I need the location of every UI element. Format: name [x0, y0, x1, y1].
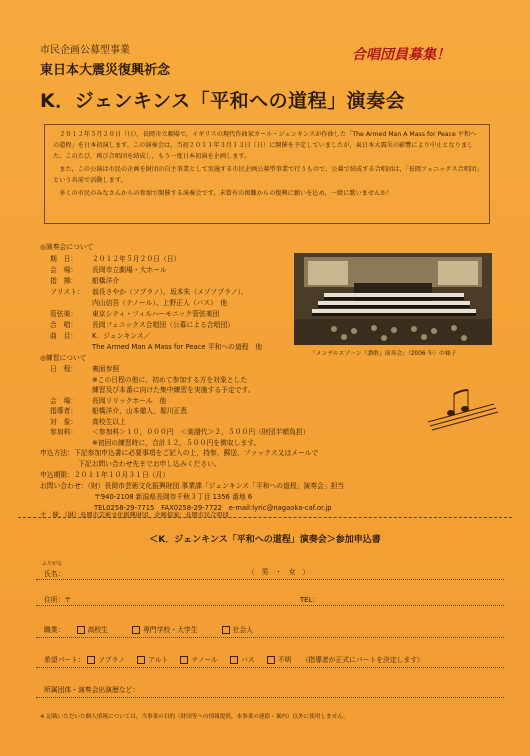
- concert-row-value: 内山信吾（テノール）、上野正人（バス） 他: [92, 299, 228, 307]
- page-title: K．ジェンキンス「平和への道程」演奏会: [40, 90, 406, 112]
- part-option-3[interactable]: テノール: [180, 656, 217, 664]
- music-notes-icon: [424, 382, 500, 434]
- practice-row-value: 練習及び本番に向けた集中練習を実施する予定です。: [92, 386, 255, 394]
- recruit-banner: 合唱団員募集！: [352, 47, 450, 63]
- checkbox[interactable]: [267, 656, 275, 664]
- concert-row-label: 会 場：: [50, 266, 78, 274]
- concert-row-value: K．ジェンキンス／: [92, 332, 151, 340]
- choir-photo: [294, 253, 492, 345]
- occupation-option-2[interactable]: 専門学校・大学生: [132, 626, 197, 634]
- address-field[interactable]: [36, 605, 504, 606]
- practice-row-label: 参加料：: [50, 428, 78, 436]
- concert-row-value: 翁長さやか（ソプラノ）、坂本朱（メゾソプラノ）、: [92, 288, 248, 296]
- concert-heading: ◎演奏会について: [40, 243, 94, 251]
- checkbox[interactable]: [132, 626, 140, 634]
- intro-box: [44, 124, 490, 224]
- group-label: 所属団体・演奏会出演歴など：: [44, 686, 140, 694]
- practice-row-value: 船橋洋介，山本徹人，堀川正恵: [92, 407, 188, 415]
- apply-deadline: [40, 469, 169, 479]
- concert-row-label: 期 日：: [50, 255, 78, 263]
- gender-options[interactable]: （ 男 ・ 女 ）: [248, 568, 310, 576]
- ruby-label: ふりがな: [42, 561, 63, 567]
- form-title: ＜K．ジェンキンス「平和への道程」演奏会＞参加申込書: [149, 535, 381, 545]
- intro-paragraph-2: また，この公演は市民の企画を財団の自主事業として実施する市民企画公募型事業で行うもので，公募で結成する合唱団は，「長岡フェニックス合唱団」という名前で活動します。: [53, 166, 480, 184]
- privacy-note: ※ 記載いただいた個人情報については，当事業の目的（財団等への情報提供，本事業の連絡・案内）以外に使用しません。: [40, 714, 349, 720]
- concert-row-value: 東京シティ・フィルハーモニック管弦楽団: [92, 310, 220, 318]
- event-subtitle: 東日本大震災復興祈念: [40, 63, 171, 78]
- intro-paragraph-1: ２０１２年５月２０日（日），長岡市立劇場で，イギリスの現代作曲家カール・ジェンキンスが作曲した「The Armed Man A Mass for Peace 平和への道程」を日本初演します。この演奏会は，当初２０１１年３月１３日（日）に開催を予定していましたが，東日本大震災の影響により中止となりました。このたび，再び合唱団を結成し，もう一度日本初演を企画します。: [53, 131, 477, 160]
- part-line: [36, 667, 504, 668]
- part-note: （指導者が正式にパートを決定します）: [301, 656, 424, 664]
- practice-row-value: ※この日程の他に，初めて参加する方を対象とした: [92, 375, 248, 384]
- concert-row-value: 船橋洋介: [92, 277, 120, 285]
- part-option-5[interactable]: 不明: [267, 656, 292, 664]
- part-option-4[interactable]: バス: [230, 656, 255, 664]
- part-option-2[interactable]: アルト: [137, 656, 168, 664]
- concert-row-label: 指 揮：: [50, 277, 78, 285]
- practice-row-value: 長岡リリックホール 他: [92, 396, 167, 405]
- name-field[interactable]: [36, 579, 504, 580]
- deadline-value: ２０１１年１０月３１日（月）: [73, 471, 170, 479]
- occupation-option-1[interactable]: 高校生: [77, 626, 108, 634]
- checkbox[interactable]: [87, 656, 95, 664]
- part-row: [44, 654, 424, 664]
- practice-row-value: ※初回の練習時に，合計１２，５００円を徴収します。: [92, 438, 261, 447]
- group-field[interactable]: [36, 697, 504, 698]
- photo-caption: 「メンデルスゾーン『讃歌』演奏会」（2006 年）の様子: [310, 351, 457, 357]
- practice-row-value: 裏面参照: [92, 365, 120, 373]
- occupation-row: [44, 624, 253, 634]
- concert-row-label: 合 唱：: [50, 321, 78, 329]
- contact-phone: TEL0258-29-7715 FAX0258-29-7722 e-mail:lyric@nagaoka-caf.or.jp: [94, 504, 332, 512]
- checkbox[interactable]: [222, 626, 230, 634]
- concert-row-value: 長岡市立劇場・大ホール: [92, 266, 167, 274]
- practice-row-label: 日 程：: [50, 365, 78, 373]
- deadline-label: 申込期限：: [40, 471, 74, 479]
- part-option-1[interactable]: ソプラノ: [87, 656, 125, 664]
- name-label: 氏名：: [44, 570, 65, 578]
- occupation-option-3[interactable]: 社会人: [222, 626, 253, 634]
- apply-method: 申込方法：下記参加申込書に必要事項をご記入の上，持参，郵送，ファックス又はメールで: [40, 449, 319, 457]
- host-info: 主 催：（財）長岡市芸術文化振興財団 企画提案：長岡市民合唱団: [40, 512, 229, 519]
- concert-row-label: 管弦楽：: [50, 310, 78, 318]
- practice-row-value: ＜参加料＞１０，０００円 ＜楽譜代＞２，５００円（財団半額負担）: [92, 428, 310, 436]
- contact-info: お問い合わせ：（財）長岡市芸術文化振興財団 事業課「ジェンキンス「平和への道程」演奏会」担当: [40, 482, 345, 490]
- practice-row-label: 対 象：: [50, 417, 78, 426]
- practice-row-label: 会 場：: [50, 396, 78, 405]
- occupation-line: [36, 637, 504, 638]
- practice-row-label: 指導者：: [50, 407, 78, 415]
- checkbox[interactable]: [230, 656, 238, 664]
- intro-paragraph-3: 多くの市民のみなさんからの参加で開催する演奏会です。未曾有の困難からの復興に願いを込め，一緒に歌いませんか！: [59, 190, 393, 197]
- concert-row-value: The Armed Man A Mass for Peace 平和への道程 他: [92, 343, 263, 351]
- program-type: 市民企画公募型事業: [40, 45, 130, 56]
- concert-row-label: 曲 目：: [50, 332, 78, 340]
- checkbox[interactable]: [77, 626, 85, 634]
- contact-address: 〒940-2108 新潟県長岡市千秋３丁目 1356 番地 6: [94, 493, 253, 501]
- checkbox[interactable]: [137, 656, 145, 664]
- part-label: 希望パート：: [44, 656, 85, 664]
- address-label: 住所：〒: [44, 596, 72, 604]
- tel-label: TEL：: [300, 596, 320, 604]
- concert-row-value: ２０１２年５月２０日（日）: [92, 255, 181, 263]
- apply-method-2: 下記お問い合わせ先までお申し込みください。: [78, 460, 221, 468]
- practice-row-value: 高校生以上: [92, 417, 126, 426]
- concert-row-label: ソリスト：: [50, 288, 84, 296]
- practice-heading: ◎練習について: [40, 354, 87, 362]
- concert-row-value: 長岡フェニックス合唱団（公募による合唱団）: [92, 321, 235, 329]
- cut-line: [18, 517, 512, 518]
- checkbox[interactable]: [180, 656, 188, 664]
- concert-hall-image: [294, 253, 492, 345]
- occupation-label: 職業：: [44, 626, 65, 634]
